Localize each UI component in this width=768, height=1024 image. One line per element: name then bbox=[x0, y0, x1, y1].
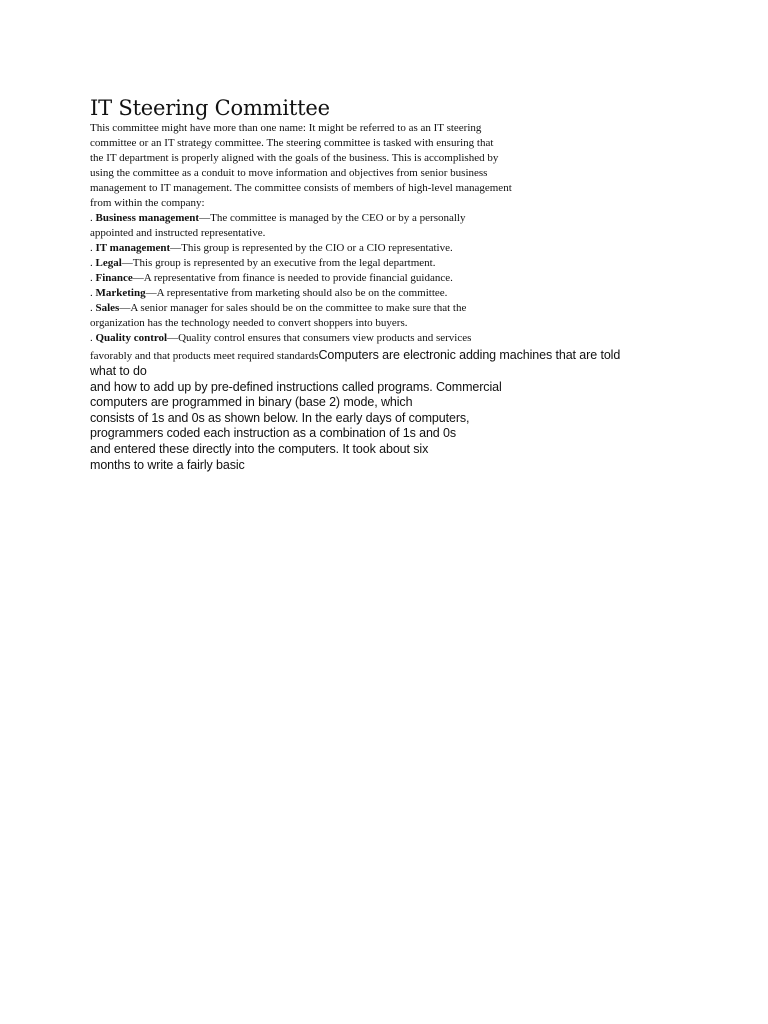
member-term: IT management bbox=[95, 242, 171, 254]
bullet-prefix: . bbox=[90, 212, 96, 224]
intro-line: the IT department is properly aligned with the goals of the business. This is accomplished by bbox=[90, 152, 499, 164]
member-description: —Quality control ensures that consumers view products and services bbox=[167, 332, 472, 344]
paragraph-line: and how to add up by pre-defined instructions called programs. Commercial bbox=[90, 379, 502, 394]
member-description: —A representative from finance is needed to provide financial guidance. bbox=[132, 272, 453, 284]
intro-paragraph bbox=[90, 121, 690, 211]
bullet-prefix: . bbox=[90, 272, 96, 284]
member-term: Legal bbox=[95, 257, 122, 269]
document-body bbox=[90, 94, 690, 473]
member-description: —A representative from marketing should also be on the committee. bbox=[145, 287, 448, 299]
computers-paragraph-start: Computers are electronic adding machines that are told bbox=[318, 348, 621, 362]
list-item bbox=[90, 271, 690, 286]
member-description: —This group is represented by the CIO or a CIO representative. bbox=[170, 242, 453, 254]
member-term: Sales bbox=[95, 302, 120, 314]
bullet-prefix: . bbox=[90, 257, 96, 269]
committee-members-list bbox=[90, 211, 690, 346]
list-item-continuation: organization has the technology needed to convert shoppers into buyers. bbox=[90, 317, 408, 329]
bullet-prefix: . bbox=[90, 287, 96, 299]
intro-line: management to IT management. The committee consists of members of high-level management bbox=[90, 182, 512, 194]
paragraph-line: what to do bbox=[90, 364, 147, 378]
computers-paragraph bbox=[90, 364, 690, 473]
list-item bbox=[90, 301, 690, 316]
list-item bbox=[90, 241, 690, 256]
paragraph-line: months to write a fairly basic bbox=[90, 457, 245, 472]
member-description: —The committee is managed by the CEO or by a personally bbox=[199, 212, 466, 224]
mixed-font-line bbox=[90, 346, 690, 364]
member-description: —A senior manager for sales should be on the committee to make sure that the bbox=[119, 302, 467, 314]
list-item bbox=[90, 211, 690, 226]
intro-line: This committee might have more than one name: It might be referred to as an IT steering bbox=[90, 122, 482, 134]
bullet-prefix: . bbox=[90, 242, 96, 254]
intro-line: using the committee as a conduit to move information and objectives from senior business bbox=[90, 167, 488, 179]
member-term: Marketing bbox=[95, 287, 146, 299]
quality-control-continuation: favorably and that products meet required standards bbox=[90, 350, 319, 362]
list-item bbox=[90, 331, 690, 346]
list-item-continuation: appointed and instructed representative. bbox=[90, 227, 266, 239]
paragraph-line: consists of 1s and 0s as shown below. In the early days of computers, bbox=[90, 410, 470, 425]
bullet-prefix: . bbox=[90, 302, 96, 314]
paragraph-line: and entered these directly into the computers. It took about six bbox=[90, 441, 429, 456]
paragraph-line: computers are programmed in binary (base 2) mode, which bbox=[90, 395, 413, 410]
intro-line: from within the company: bbox=[90, 197, 205, 209]
intro-line: committee or an IT strategy committee. The steering committee is tasked with ensuring that bbox=[90, 137, 494, 149]
member-term: Business management bbox=[95, 212, 200, 224]
paragraph-line: programmers coded each instruction as a combination of 1s and 0s bbox=[90, 426, 457, 441]
bullet-prefix: . bbox=[90, 332, 96, 344]
member-description: —This group is represented by an executive from the legal department. bbox=[121, 257, 436, 269]
list-item bbox=[90, 286, 690, 301]
member-term: Finance bbox=[95, 272, 133, 284]
member-term: Quality control bbox=[95, 332, 168, 344]
list-item bbox=[90, 256, 690, 271]
document-title: IT Steering Committee bbox=[90, 96, 330, 120]
